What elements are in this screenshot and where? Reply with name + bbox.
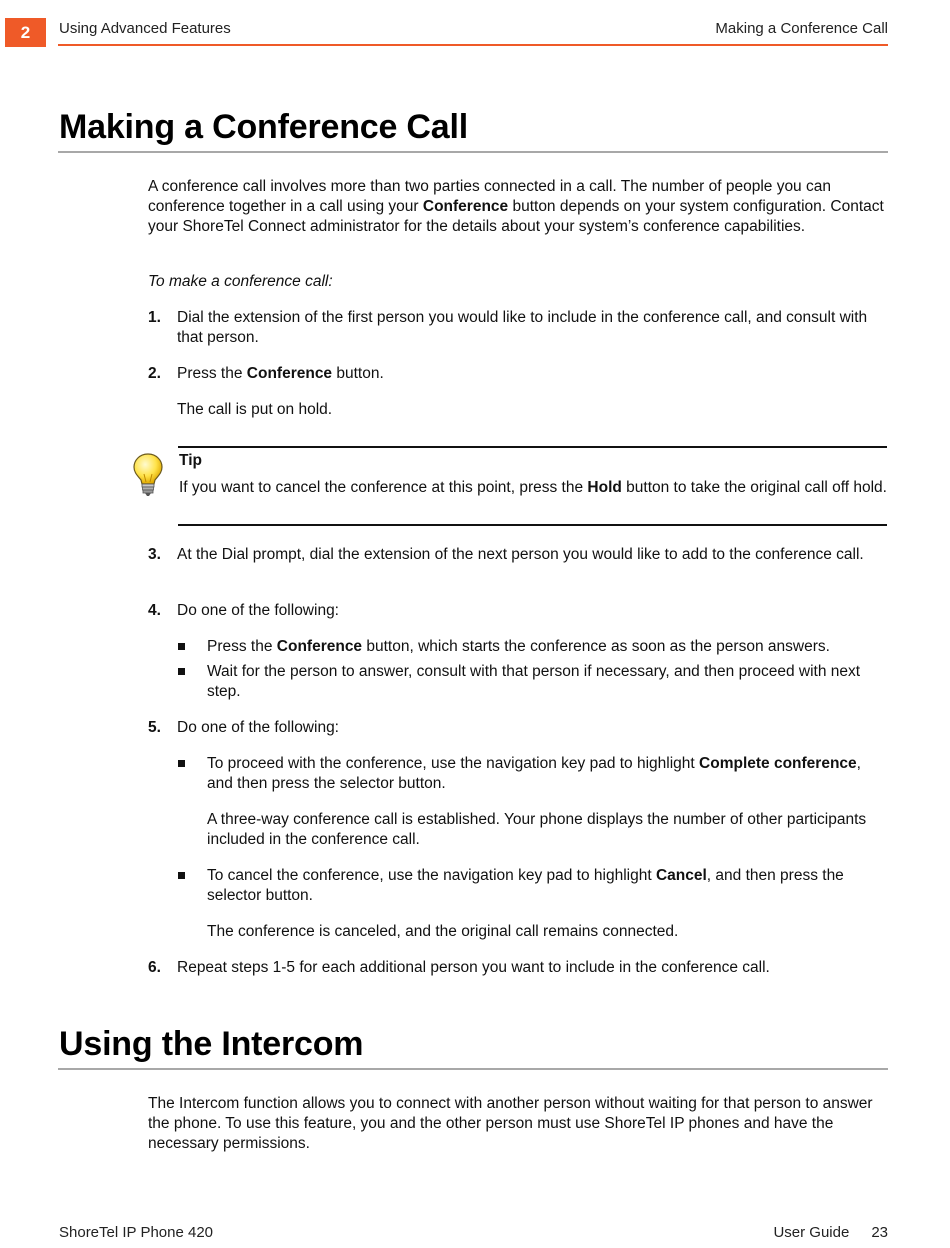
bullet-square-icon (178, 872, 185, 879)
step-text: Dial the extension of the first person you would like to include in the conference call, and consult with that person. (177, 309, 868, 346)
chapter-badge: 2 (5, 18, 46, 47)
procedure-heading: To make a conference call: (148, 273, 333, 290)
header-section-title: Making a Conference Call (715, 20, 888, 37)
section-rule (58, 151, 888, 153)
tip-title: Tip (179, 452, 202, 469)
footer-guide: User Guide (773, 1224, 850, 1241)
step-2-result: The call is put on hold. (177, 401, 333, 418)
step-5-bullet-1-result: A three-way conference call is established. Your phone displays the number of other participants included in the conference call. (207, 811, 867, 848)
header-rule (58, 44, 888, 46)
step-number: 5. (148, 719, 161, 736)
step-text: At the Dial prompt, dial the extension of the next person you would like to add to the conference call. (177, 546, 864, 563)
tip-text: If you want to cancel the conference at this point, press the Hold button to take the original call off hold. (179, 479, 887, 496)
bullet-square-icon (178, 668, 185, 675)
step-number: 1. (148, 309, 161, 326)
bullet-text: Wait for the person to answer, consult with that person if necessary, and then proceed with next step. (207, 663, 861, 700)
step-text: Do one of the following: (177, 719, 339, 736)
step-number: 6. (148, 959, 161, 976)
section-title-conference: Making a Conference Call (59, 108, 468, 146)
footer-product: ShoreTel IP Phone 420 (59, 1224, 214, 1241)
bullet-text: Press the Conference button, which starts the conference as soon as the person answers. (207, 638, 830, 655)
step-number: 2. (148, 365, 161, 382)
header-chapter-title: Using Advanced Features (59, 20, 231, 37)
step-text: Press the Conference button. (177, 365, 384, 382)
step-5-bullet-2-result: The conference is canceled, and the original call remains connected. (207, 923, 679, 940)
step-number: 4. (148, 602, 161, 619)
tip-bottom-rule (178, 524, 887, 526)
bullet-square-icon (178, 760, 185, 767)
step-text: Do one of the following: (177, 602, 339, 619)
section-title-intercom: Using the Intercom (59, 1025, 364, 1063)
step-number: 3. (148, 546, 161, 563)
lightbulb-icon (132, 452, 164, 498)
intro-paragraph: A conference call involves more than two parties connected in a call. The number of people you can conference together in a call using your Conference button depends on your system configuration. Contact your ShoreTel Connect administrator for the details about your system’s conference capabilities. (148, 178, 884, 235)
tip-top-rule (178, 446, 887, 448)
bullet-text: To cancel the conference, use the navigation key pad to highlight Cancel, and then press the selector button. (207, 867, 844, 904)
step-text: Repeat steps 1-5 for each additional person you want to include in the conference call. (177, 959, 770, 976)
footer-page-info (773, 1224, 888, 1241)
page-number: 23 (871, 1224, 888, 1241)
intercom-paragraph: The Intercom function allows you to connect with another person without waiting for that person to answer the phone. To use this feature, you and the other person must use ShoreTel IP phones and have the necessary permissions. (148, 1095, 873, 1152)
bullet-square-icon (178, 643, 185, 650)
section-rule (58, 1068, 888, 1070)
bullet-text: To proceed with the conference, use the navigation key pad to highlight Complete conference, and then press the selector button. (207, 755, 861, 792)
